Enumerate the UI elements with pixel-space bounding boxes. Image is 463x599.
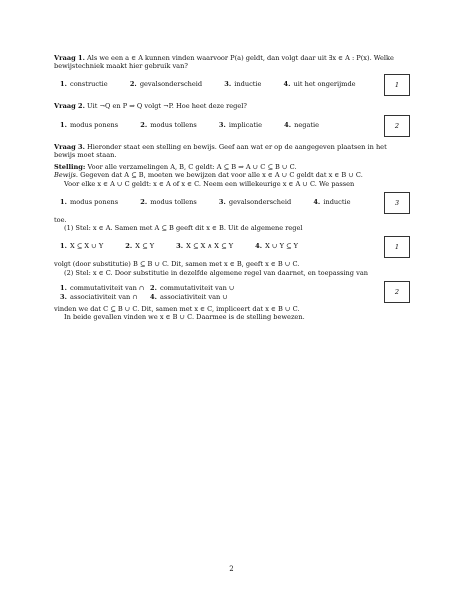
q3b-option-1: 1. X ⊆ X ∪ Y [60, 242, 104, 251]
question-3-title: Vraag 3. [54, 142, 85, 151]
page-number: 2 [229, 565, 234, 573]
bewijs [54, 171, 410, 179]
q1-option-4: 4. uit het ongerijmde [283, 80, 356, 89]
question-2 [54, 102, 410, 134]
q2-option-4: 4. negatie [284, 120, 320, 129]
q3c-answer-box[interactable]: 2 [384, 281, 410, 303]
question-1-text: Als we een a ∈ A kunnen vinden waarvoor P(a) geldt, dan volgt daar uit ∃x ∈ A : P(x). Welke bewijstechniek maakt hier gebruik van? [54, 54, 394, 71]
question-2-options [54, 115, 410, 135]
q2-option-3: 3. implicatie [218, 120, 262, 129]
proof-para-2: (1) Stel: x ∈ A. Samen met A ⊆ B geeft dit x ∈ B. Uit de algemene regel [64, 224, 303, 233]
question-3 [54, 143, 410, 322]
q2-answer-box[interactable]: 2 [384, 115, 410, 137]
q3a-option-1: 1. modus ponens [60, 197, 119, 206]
q3c-option-4: 4. associativiteit van ∪ [150, 293, 228, 302]
q2-option-2: 2. modus tollens [140, 120, 197, 129]
question-2-title: Vraag 2. [54, 102, 85, 111]
q3-options-b [54, 236, 410, 256]
proof-para-4: (2) Stel: x ∈ C. Door substitutie in dezelfde algemene regel van daarnet, en toepassing van [64, 268, 368, 277]
stelling-text: Voor alle verzamelingen A, B, C geldt: A ⊆ B ⇒ A ∪ C ⊆ B ∪ C. [87, 163, 297, 172]
q3c-option-1: 1. commutativiteit van ∩ [60, 283, 145, 292]
question-3-text: Hieronder staat een stelling en bewijs. Geef aan wat er op de aangegeven plaatsen in het bewijs moet staan. [54, 142, 387, 159]
q3a-option-2: 2. modus tollens [140, 197, 197, 206]
question-1-title: Vraag 1. [54, 54, 85, 62]
q3a-answer-box[interactable]: 3 [384, 192, 410, 214]
proof-para-3: volgt (door substitutie) B ⊆ B ∪ C. Dit, samen met x ∈ B, geeft x ∈ B ∪ C. [54, 260, 300, 269]
q3c-option-2: 2. commutativiteit van ∪ [150, 283, 235, 292]
q1-option-2: 2. gevalsonderscheid [129, 80, 203, 89]
bewijs-text: Gegeven dat A ⊆ B, moeten we bewijzen dat voor alle x ∈ A ∪ C geldt dat x ∈ B ∪ C. [80, 171, 363, 180]
q1-option-3: 3. inductie [224, 80, 262, 89]
question-1 [54, 54, 410, 94]
bewijs-label: Bewijs. [54, 171, 79, 180]
q1-option-1: 1. constructie [60, 80, 108, 89]
q3a-option-4: 4. inductie [313, 197, 351, 206]
proof-toe: toe. [54, 215, 67, 224]
q3b-option-4: 4. X ∪ Y ⊆ Y [255, 242, 299, 251]
q3b-answer-box[interactable]: 1 [384, 236, 410, 258]
question-1-options [54, 74, 410, 94]
proof-para-6: In beide gevallen vinden we x ∈ B ∪ C. Daarmee is de stelling bewezen. [64, 313, 305, 322]
q3-options-a [54, 192, 410, 212]
q3c-option-3: 3. associativiteit van ∩ [60, 293, 138, 302]
proof-para-5: vinden we dat C ⊆ B ∪ C. Dit, samen met x ∈ C, impliceert dat x ∈ B ∪ C. [54, 304, 300, 313]
q3b-option-2: 2. X ⊆ Y [125, 242, 155, 251]
q3-options-c [54, 281, 410, 303]
question-2-text: Uit ¬Q en P ⇒ Q volgt ¬P. Hoe heet deze regel? [87, 102, 247, 111]
q2-option-1: 1. modus ponens [60, 120, 119, 129]
q3a-option-3: 3. gevalsonderscheid [218, 197, 292, 206]
proof-para-1: Voor elke x ∈ A ∪ C geldt: x ∈ A of x ∈ C. Neem een willekeurige x ∈ A ∪ C. We passen [64, 179, 355, 188]
q1-answer-box[interactable]: 1 [384, 74, 410, 96]
stelling-label: Stelling: [54, 163, 86, 172]
stelling [54, 163, 410, 171]
q3b-option-3: 3. X ⊆ X ∧ X ⊆ Y [176, 242, 234, 251]
page-content [54, 54, 410, 329]
